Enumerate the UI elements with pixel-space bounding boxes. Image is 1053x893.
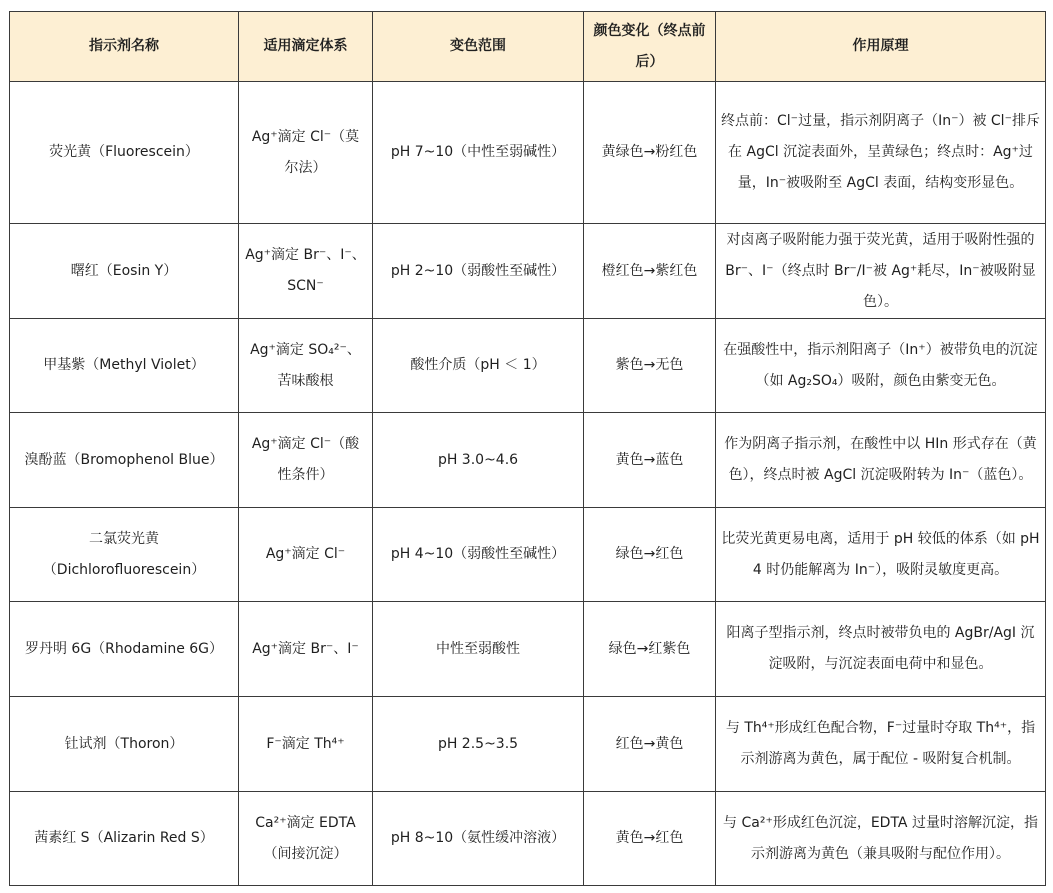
cell-color-change: 黄色→蓝色: [584, 413, 716, 508]
table-row: [10, 792, 1046, 886]
table-row: [10, 602, 1046, 697]
cell-indicator-name: 罗丹明 6G（Rhodamine 6G）: [10, 602, 239, 697]
header-principle: 作用原理: [716, 12, 1046, 82]
cell-color-change: 黄绿色→粉红色: [584, 82, 716, 224]
cell-transition-range: pH 2.5~3.5: [373, 697, 584, 792]
cell-indicator-name: 钍试剂（Thoron）: [10, 697, 239, 792]
table-header-row: [10, 12, 1046, 82]
cell-color-change: 橙红色→紫红色: [584, 224, 716, 319]
table-row: [10, 82, 1046, 224]
cell-titration-system: F⁻滴定 Th⁴⁺: [239, 697, 373, 792]
cell-titration-system: Ag⁺滴定 Br⁻、I⁻: [239, 602, 373, 697]
cell-transition-range: pH 3.0~4.6: [373, 413, 584, 508]
table-row: [10, 508, 1046, 602]
cell-color-change: 绿色→红紫色: [584, 602, 716, 697]
cell-transition-range: pH 8~10（氨性缓冲溶液）: [373, 792, 584, 886]
indicator-table: [9, 11, 1046, 886]
header-color-change: 颜色变化（终点前后）: [584, 12, 716, 82]
cell-transition-range: pH 4~10（弱酸性至碱性）: [373, 508, 584, 602]
header-indicator-name: 指示剂名称: [10, 12, 239, 82]
header-transition-range: 变色范围: [373, 12, 584, 82]
table-row: [10, 697, 1046, 792]
cell-indicator-name: 荧光黄（Fluorescein）: [10, 82, 239, 224]
cell-principle: 与 Th⁴⁺形成红色配合物，F⁻过量时夺取 Th⁴⁺，指示剂游离为黄色，属于配位 - 吸附复合机制。: [716, 697, 1046, 792]
cell-indicator-name: 曙红（Eosin Y）: [10, 224, 239, 319]
cell-color-change: 紫色→无色: [584, 319, 716, 413]
cell-transition-range: 酸性介质（pH ＜ 1）: [373, 319, 584, 413]
cell-titration-system: Ag⁺滴定 Cl⁻: [239, 508, 373, 602]
cell-indicator-name: 二氯荧光黄（Dichlorofluorescein）: [10, 508, 239, 602]
cell-titration-system: Ag⁺滴定 SO₄²⁻、苦味酸根: [239, 319, 373, 413]
cell-titration-system: Ag⁺滴定 Br⁻、I⁻、SCN⁻: [239, 224, 373, 319]
cell-color-change: 绿色→红色: [584, 508, 716, 602]
cell-color-change: 红色→黄色: [584, 697, 716, 792]
cell-transition-range: pH 2~10（弱酸性至碱性）: [373, 224, 584, 319]
cell-indicator-name: 茜素红 S（Alizarin Red S）: [10, 792, 239, 886]
cell-titration-system: Ca²⁺滴定 EDTA（间接沉淀）: [239, 792, 373, 886]
cell-transition-range: pH 7~10（中性至弱碱性）: [373, 82, 584, 224]
table-row: [10, 224, 1046, 319]
cell-principle: 在强酸性中，指示剂阳离子（In⁺）被带负电的沉淀（如 Ag₂SO₄）吸附，颜色由紫变无色。: [716, 319, 1046, 413]
cell-principle: 阳离子型指示剂，终点时被带负电的 AgBr/AgI 沉淀吸附，与沉淀表面电荷中和显色。: [716, 602, 1046, 697]
cell-titration-system: Ag⁺滴定 Cl⁻（莫尔法）: [239, 82, 373, 224]
cell-principle: 终点前：Cl⁻过量，指示剂阴离子（In⁻）被 Cl⁻排斥在 AgCl 沉淀表面外，呈黄绿色；终点时：Ag⁺过量，In⁻被吸附至 AgCl 表面，结构变形显色。: [716, 82, 1046, 224]
table-row: [10, 319, 1046, 413]
cell-color-change: 黄色→红色: [584, 792, 716, 886]
cell-principle: 作为阴离子指示剂，在酸性中以 HIn 形式存在（黄色），终点时被 AgCl 沉淀吸附转为 In⁻（蓝色）。: [716, 413, 1046, 508]
cell-indicator-name: 溴酚蓝（Bromophenol Blue）: [10, 413, 239, 508]
cell-principle: 比荧光黄更易电离，适用于 pH 较低的体系（如 pH 4 时仍能解离为 In⁻），吸附灵敏度更高。: [716, 508, 1046, 602]
cell-transition-range: 中性至弱酸性: [373, 602, 584, 697]
header-titration-system: 适用滴定体系: [239, 12, 373, 82]
table-row: [10, 413, 1046, 508]
cell-principle: 与 Ca²⁺形成红色沉淀，EDTA 过量时溶解沉淀，指示剂游离为黄色（兼具吸附与配位作用）。: [716, 792, 1046, 886]
cell-principle: 对卤离子吸附能力强于荧光黄，适用于吸附性强的 Br⁻、I⁻（终点时 Br⁻/I⁻被 Ag⁺耗尽，In⁻被吸附显色）。: [716, 224, 1046, 319]
cell-indicator-name: 甲基紫（Methyl Violet）: [10, 319, 239, 413]
cell-titration-system: Ag⁺滴定 Cl⁻（酸性条件）: [239, 413, 373, 508]
